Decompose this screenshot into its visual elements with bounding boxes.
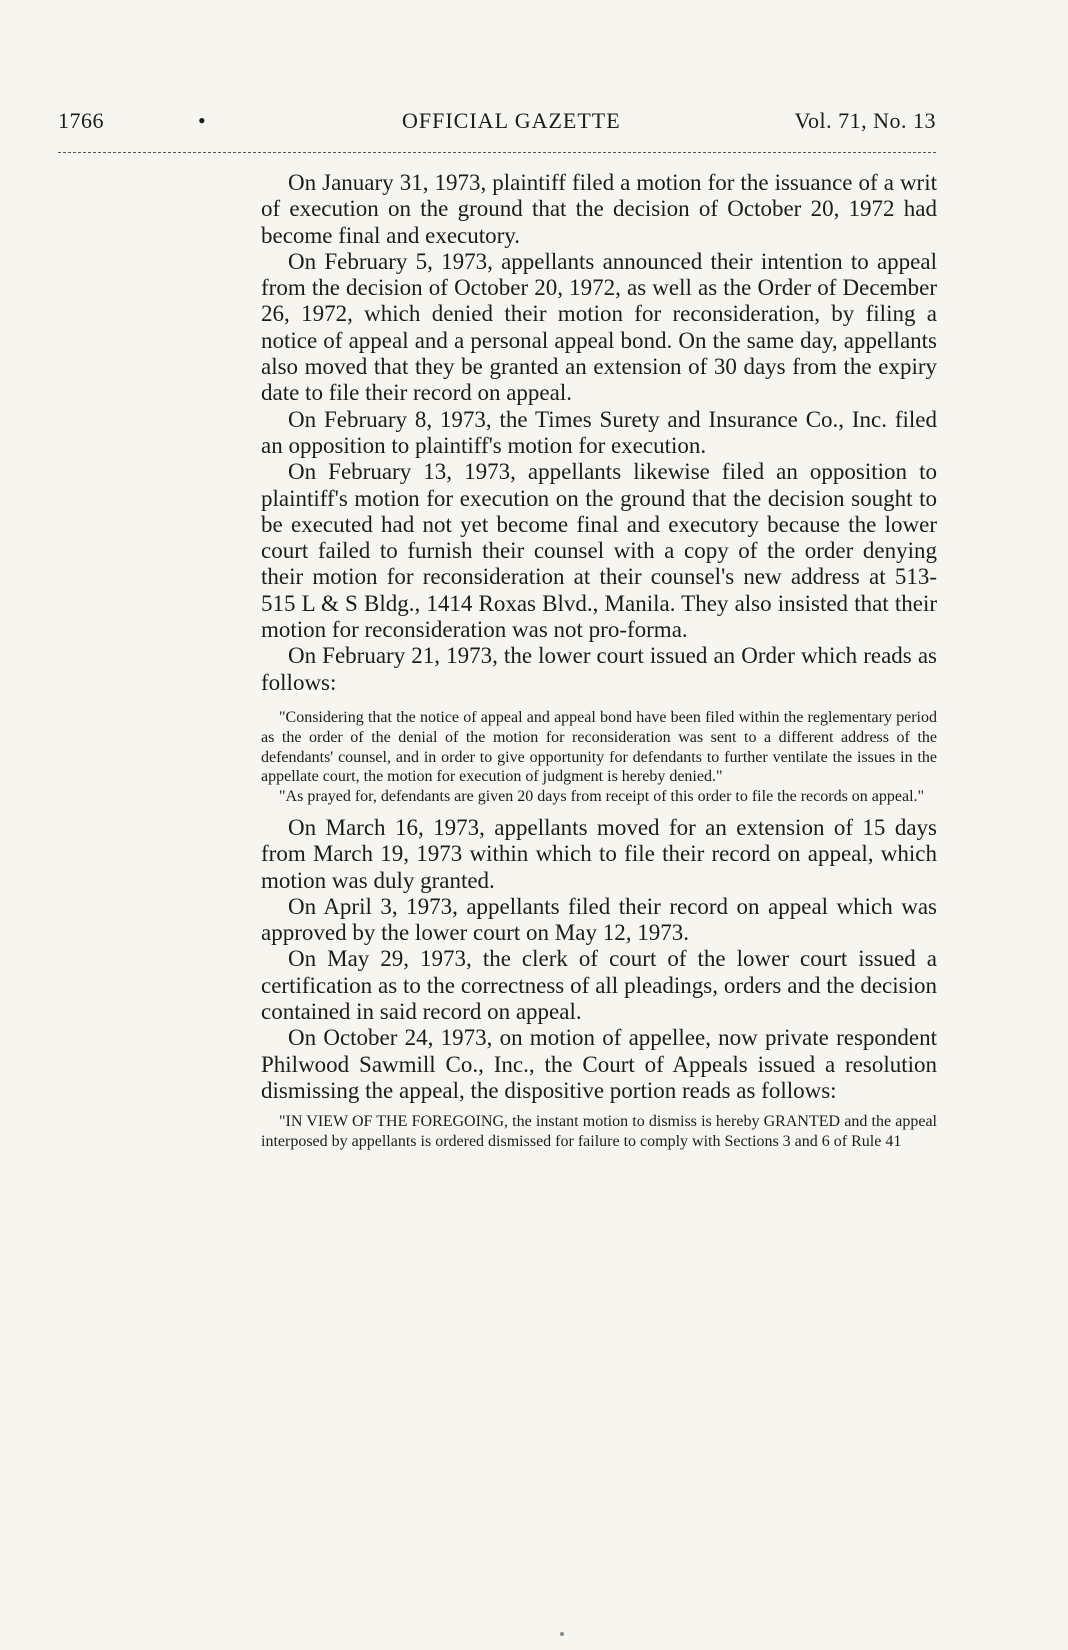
paragraph: On April 3, 1973, appellants filed their record on appeal which was approved by the lower court on May 12, 1973.	[261, 893, 937, 946]
header-rule	[58, 152, 936, 153]
paragraph: On February 21, 1973, the lower court issued an Order which reads as follows:	[261, 643, 937, 695]
quoted-resolution: "IN VIEW OF THE FOREGOING, the instant motion to dismiss is hereby GRANTED and the appeal interposed by appellants is ordered dismissed for failure to comply with Sections 3 and 6 of Rule 41	[261, 1113, 937, 1150]
paragraph: On January 31, 1973, plaintiff filed a motion for the issuance of a writ of execution on the ground that the decision of October 20, 1972 had become final and executory.	[261, 170, 937, 248]
quoted-order: "Considering that the notice of appeal and appeal bond have been filed within the reglementary period as the order of the denial of the motion for reconsideration was sent to a different address of the defendants' counsel, and in order to give opportunity for defendants to further ventilate the issues in the appellate court, the motion for execution of judgment is hereby denied."	[261, 708, 937, 786]
page-mark	[560, 1632, 564, 1636]
paragraph: On February 8, 1973, the Times Surety and Insurance Co., Inc. filed an opposition to plaintiff's motion for execution.	[261, 406, 937, 458]
publication-title: OFFICIAL GAZETTE	[402, 108, 621, 133]
paragraph: On May 29, 1973, the clerk of court of the lower court issued a certification as to the correctness of all pleadings, orders and the decision contained in said record on appeal.	[261, 946, 937, 1024]
volume-number: Vol. 71, No. 13	[794, 108, 936, 133]
paragraph: On February 13, 1973, appellants likewise filed an opposition to plaintiff's motion for execution on the ground that the decision sought to be executed had not yet become final and executory because the lower court failed to furnish their counsel with a copy of the order denying their motion for reconsideration at their counsel's new address at 513-515 L & S Bldg., 1414 Roxas Blvd., Manila. They also insisted that their motion for reconsideration was not pro-forma.	[261, 459, 937, 643]
page-header	[58, 108, 936, 142]
quoted-order: "As prayed for, defendants are given 20 days from receipt of this order to file the records on appeal."	[279, 788, 925, 806]
text-column	[261, 170, 937, 1152]
header-bullet: •	[198, 108, 207, 133]
paragraph: On March 16, 1973, appellants moved for an extension of 15 days from March 19, 1973 within which to file their record on appeal, which motion was duly granted.	[261, 814, 937, 893]
page-number: 1766	[58, 108, 104, 133]
paragraph: On October 24, 1973, on motion of appellee, now private respondent Philwood Sawmill Co., Inc., the Court of Appeals issued a resolution dismissing the appeal, the dispositive portion reads as follows:	[261, 1025, 937, 1103]
paragraph: On February 5, 1973, appellants announced their intention to appeal from the decision of October 20, 1972, as well as the Order of December 26, 1972, which denied their motion for reconsideration, by filing a notice of appeal and a personal appeal bond. On the same day, appellants also moved that they be granted an extension of 30 days from the expiry date to file their record on appeal.	[261, 248, 937, 406]
